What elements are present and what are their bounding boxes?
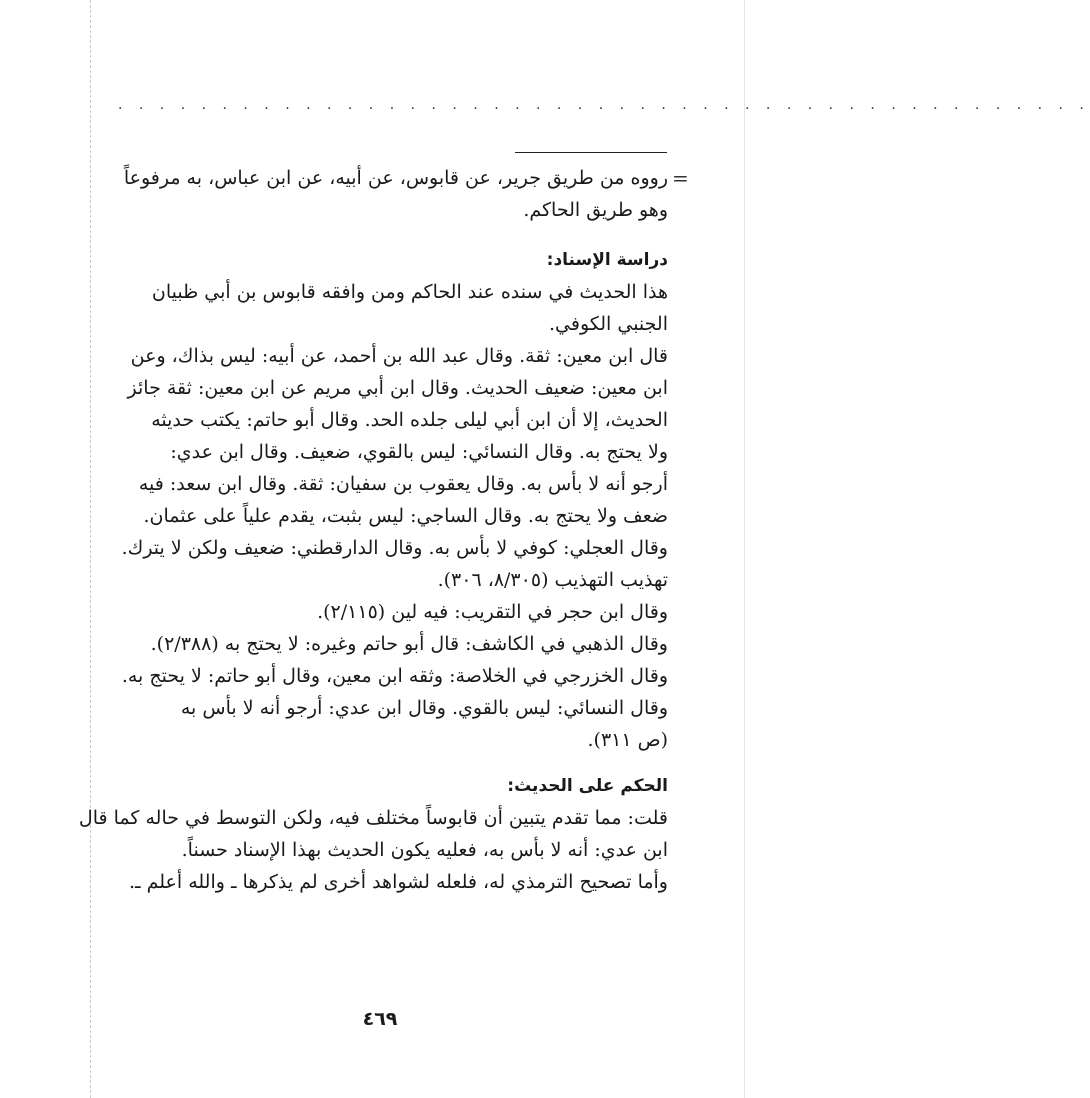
- footnote-separator-rule: [515, 152, 667, 153]
- text-line: هذا الحديث في سنده عند الحاكم ومن وافقه قابوس بن أبي ظبيان: [151, 281, 668, 303]
- dotted-separator: . . . . . . . . . . . . . . . . . . . . . . . . . . . . . . . . . . . . . . . . . . . . . . .: [118, 97, 1090, 113]
- section-heading: دراسة الإسناد:: [546, 250, 668, 270]
- text-line: ولا يحتج به. وقال النسائي: ليس بالقوي، ضعيف. وقال ابن عدي:: [170, 441, 668, 463]
- continuation-mark: =: [672, 166, 689, 190]
- text-line: قلت: مما تقدم يتبين أن قابوساً مختلف فيه، ولكن التوسط في حاله كما قال: [78, 807, 668, 829]
- isnad-study-section: [112, 244, 668, 756]
- page-left-edge: [90, 0, 91, 1098]
- text-line: ابن عدي: أنه لا بأس به، فعليه يكون الحديث بهذا الإسناد حسناً.: [181, 839, 668, 861]
- text-line: وهو طريق الحاكم.: [523, 199, 668, 221]
- section-heading: الحكم على الحديث:: [507, 776, 668, 796]
- text-line: تهذيب التهذيب (٨/٣٠٥، ٣٠٦).: [437, 569, 668, 591]
- page-right-edge: [744, 0, 745, 1098]
- text-line: وأما تصحيح الترمذي له، فلعله لشواهد أخرى لم يذكرها ـ والله أعلم ـ.: [128, 871, 668, 893]
- text-line: وقال ابن حجر في التقريب: فيه لين (٢/١١٥).: [317, 601, 668, 623]
- text-line: الحديث، إلا أن ابن أبي ليلى جلده الحد. وقال أبو حاتم: يكتب حديثه: [151, 409, 668, 431]
- text-line: وقال الذهبي في الكاشف: قال أبو حاتم وغيره: لا يحتج به (٢/٣٨٨).: [150, 633, 668, 655]
- text-line: وقال النسائي: ليس بالقوي. وقال ابن عدي: أرجو أنه لا بأس به: [180, 697, 668, 719]
- text-line: رووه من طريق جرير، عن قابوس، عن أبيه، عن ابن عباس، به مرفوعاً: [123, 167, 668, 189]
- text-line: ضعف ولا يحتج به. وقال الساجي: ليس بثبت، يقدم علياً على عثمان.: [143, 505, 668, 527]
- page-number: ٤٦٩: [362, 1008, 398, 1030]
- text-line: وقال العجلي: كوفي لا بأس به. وقال الدارقطني: ضعيف ولكن لا يترك.: [121, 537, 668, 559]
- text-line: (ص ٣١١).: [587, 729, 668, 751]
- text-line: قال ابن معين: ثقة. وقال عبد الله بن أحمد، عن أبيه: ليس بذاك، وعن: [130, 345, 668, 367]
- text-line: الجنبي الكوفي.: [548, 313, 668, 335]
- text-line: أرجو أنه لا بأس به. وقال يعقوب بن سفيان: ثقة. وقال ابن سعد: فيه: [138, 473, 668, 495]
- text-line: وقال الخزرجي في الخلاصة: وثقه ابن معين، وقال أبو حاتم: لا يحتج به.: [121, 665, 668, 687]
- intro-paragraph: [112, 162, 668, 226]
- ruling-section: [78, 770, 668, 898]
- text-line: ابن معين: ضعيف الحديث. وقال ابن أبي مريم عن ابن معين: ثقة جائز: [127, 377, 668, 399]
- page-body: [78, 162, 668, 898]
